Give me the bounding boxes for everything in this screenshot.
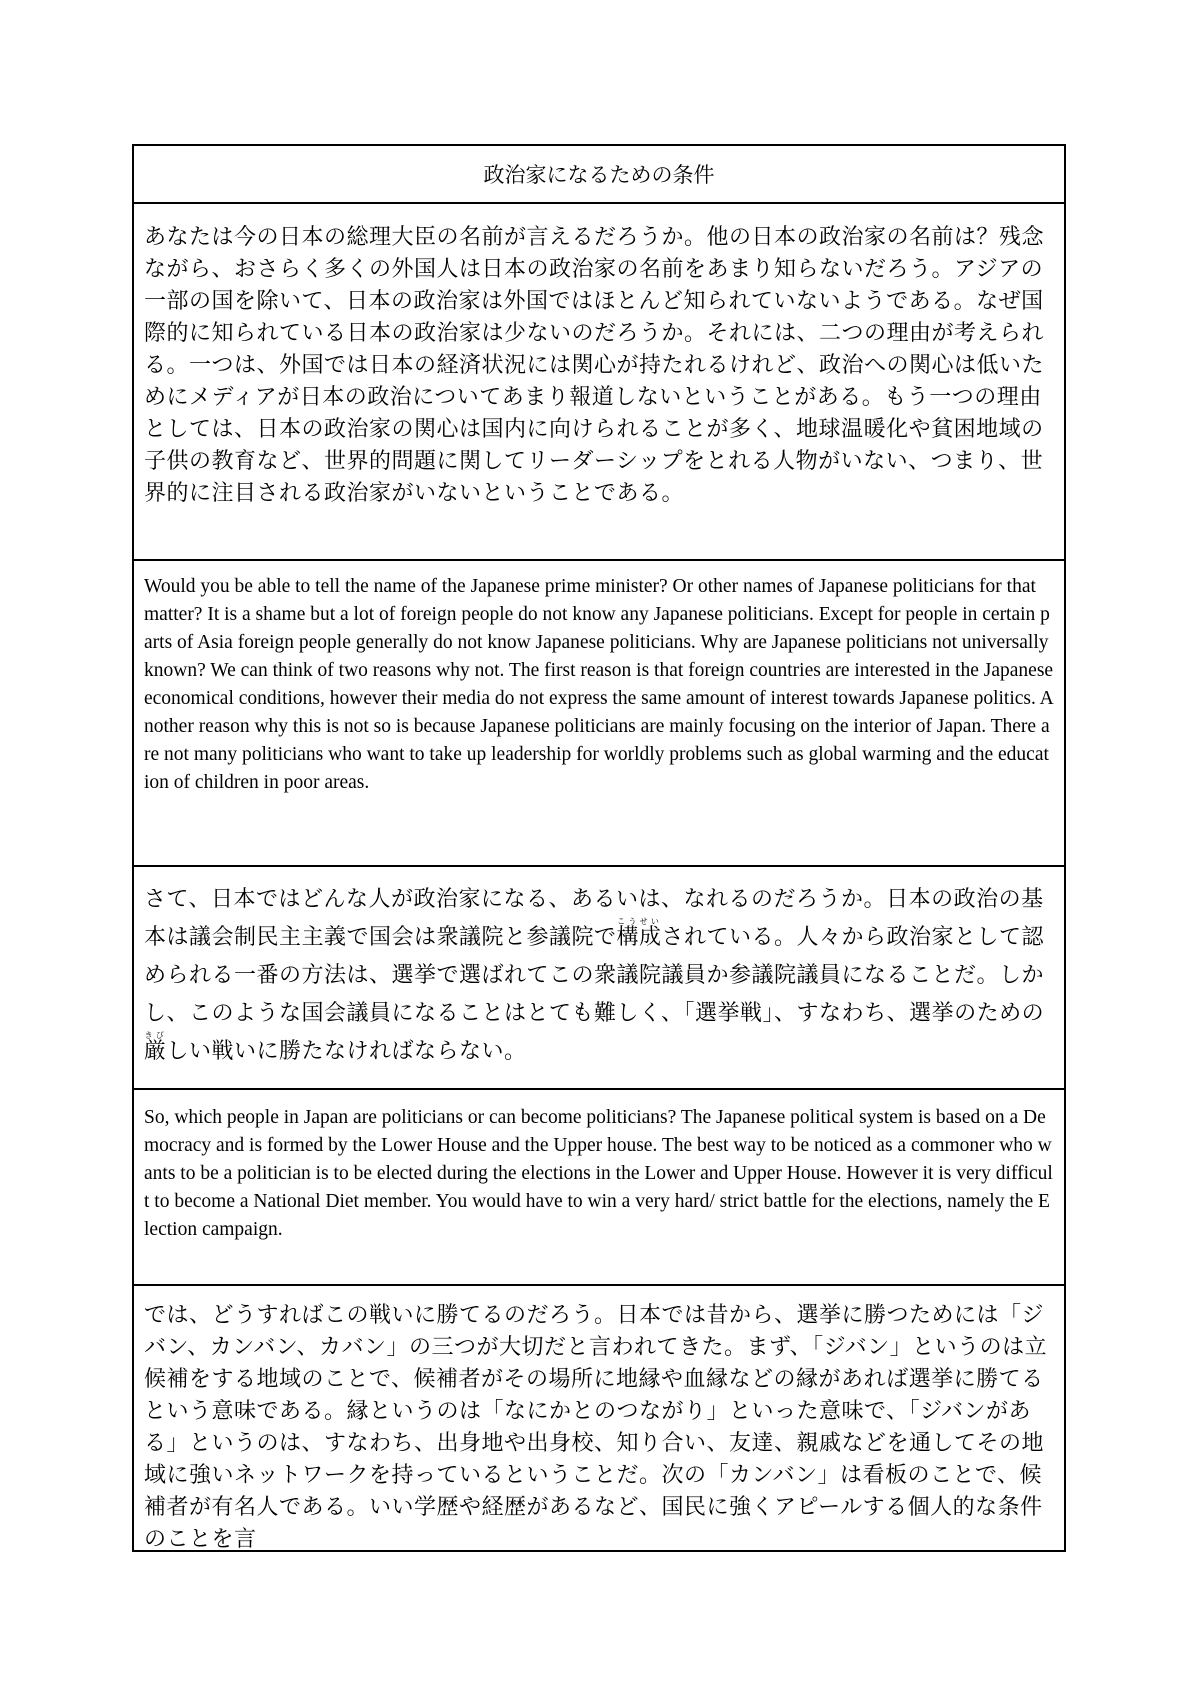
ruby-kibi [144, 1031, 167, 1064]
paragraph-ja-1 [134, 204, 1064, 561]
paragraph-en-1 [134, 561, 1064, 867]
paragraph-ja-2-text [144, 881, 1054, 1071]
paragraph-en-2 [134, 1090, 1064, 1286]
title-text: 政治家になるための条件 [483, 163, 715, 187]
ruby-kousei [616, 917, 662, 950]
paragraph-ja-1-text: あなたは今の日本の総理大臣の名前が言えるだろうか。他の日本の政治家の名前は？残念ながら、おさらく多くの外国人は日本の政治家の名前をあまり知らないだろう。アジアの一部の国を除いて、日本の政治家は外国ではほとんど知られていないようである。なぜ国際的に知られている日本の政治家は少ないのだろうか。それには、二つの理由が考えられる。一つは、外国では日本の経済状況には関心が持たれるけれど、政治への関心は低いためにメディアが日本の政治についてあまり報道しないということがある。もう一つの理由としては、日本の政治家の関心は国内に向けられることが多く、地球温暖化や貧困地域の子供の教育など、世界的問題に関してリーダーシップをとれる人物がいない、つまり、世界的に注目される政治家がいないということである。 [144, 225, 1045, 506]
paragraph-ja-3 [134, 1286, 1064, 1550]
ruby-kibi-reading: きび [144, 1031, 167, 1040]
ruby-kousei-base: 構成 [616, 925, 662, 950]
ruby-kousei-reading: こうせい [616, 917, 662, 926]
paragraph-ja-2-part1: さて、日本ではどんな人が政治家になる、あるいは、なれるのだろうか。日本の政治の基本は議会制民主主義で国会は衆議院と参議院で [144, 887, 1044, 950]
paragraph-ja-2-part3: しい戦いに勝たなければならない。 [166, 1039, 527, 1064]
paragraph-en-2-text: So, which people in Japan are politicians or can become politicians? The Japanese political system is based on a Democracy and is formed by the Lower House and the Upper house. The best way to be noticed as a commoner who wants to be a politician is to be elected during the elections in the Lower and Upper House. However it is very difficult to become a National Diet member. You would have to win a very hard/ strict battle for the elections, namely the Election campaign. [144, 1107, 1053, 1240]
ruby-kibi-base: 厳 [144, 1039, 167, 1064]
paragraph-ja-3-text: では、どうすればこの戦いに勝てるのだろう。日本では昔から、選挙に勝つためには「ジバン、カンバン、カバン」の三つが大切だと言われてきた。まず、「ジバン」というのは立候補をする地域のことで、候補者がその場所に地縁や血縁などの縁があれば選挙に勝てるという意味である。縁というのは「なにかとのつながり」といった意味で、「ジバンがある」というのは、すなわち、出身地や出身校、知り合い、友達、親戚などを通してその地域に強いネットワークを持っているということだ。次の「カンバン」は看板のことで、候補者が有名人である。いい学歴や経歴があるなど、国民に強くアピールする個人的な条件のことを言 [144, 1303, 1048, 1550]
paragraph-ja-2-part2: されている。人々から政治家として認められる一番の方法は、選挙で選ばれてこの衆議院議員か参議院議員になることだ。しかし、このような国会議員になることはとても難しく、「選挙戦」、すなわち、選挙のための [144, 925, 1045, 1026]
paragraph-en-1-text: Would you be able to tell the name of the Japanese prime minister? Or other names of Japanese politicians for that matter? It is a shame but a lot of foreign people do not know any Japanese politicians. Except for people in certain parts of Asia foreign people generally do not know Japanese politicians. Why are Japanese politicians not universally known? We can think of two reasons why not. The first reason is that foreign countries are interested in the Japanese economical conditions, however their media do not express the same amount of interest towards Japanese politics. Another reason why this is not so is because Japanese politicians are mainly focusing on the interior of Japan. There are not many politicians who want to take up leadership for worldly problems such as global warming and the education of children in poor areas. [144, 576, 1058, 793]
paragraph-ja-2 [134, 867, 1064, 1090]
document-table [132, 144, 1066, 1552]
document-title [134, 146, 1064, 204]
